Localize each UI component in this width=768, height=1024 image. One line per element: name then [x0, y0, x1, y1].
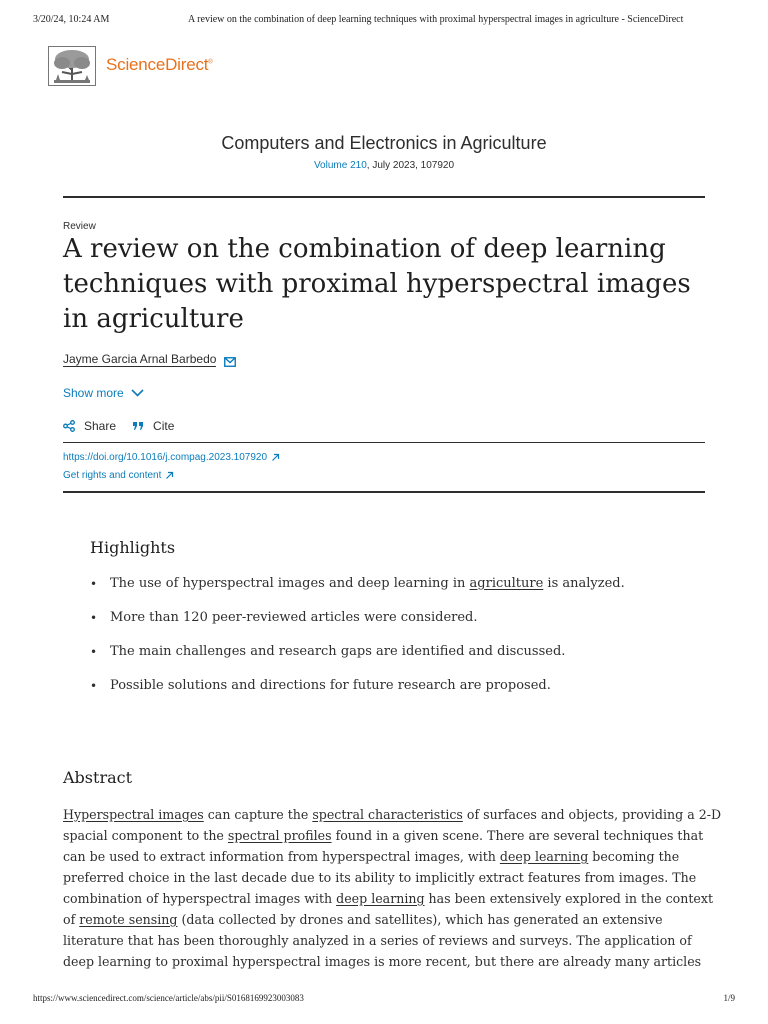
cite-button[interactable]	[132, 419, 174, 433]
print-url: https://www.sciencedirect.com/science/article/abs/pii/S0168169923003083	[33, 993, 304, 1003]
volume-info	[0, 160, 768, 171]
rights-text: Get rights and content	[63, 470, 162, 481]
agriculture-link[interactable]: agriculture	[469, 576, 544, 591]
abstract-text: of	[63, 912, 80, 927]
print-footer	[33, 993, 735, 1007]
volume-details: , July 2023, 107920	[366, 160, 455, 171]
author-row	[63, 352, 236, 367]
abstract-line	[63, 867, 708, 888]
abstract-text: has been extensively explored in the context	[424, 891, 714, 906]
abstract-text: of surfaces and objects, providing a 2-D	[462, 807, 722, 822]
abstract-body	[63, 804, 722, 972]
highlight-item: • More than 120 peer-reviewed articles were considered.	[90, 610, 478, 625]
abstract-line	[63, 825, 708, 846]
highlights-heading: Highlights	[90, 538, 176, 557]
highlight-item: • The main challenges and research gaps are identified and discussed.	[90, 644, 566, 659]
abstract-term-link[interactable]: deep learning	[499, 849, 589, 864]
abstract-line	[63, 804, 722, 825]
abstract-text: spacial component to the	[63, 828, 228, 843]
print-datetime: 3/20/24, 10:24 AM	[33, 14, 110, 25]
abstract-line	[63, 888, 714, 909]
abstract-text: found in a given scene. There are several techniques that	[331, 828, 704, 843]
share-button[interactable]	[63, 419, 116, 433]
doi-link[interactable]	[63, 452, 280, 463]
abstract-line	[63, 951, 708, 972]
doi-divider-bottom	[63, 491, 705, 493]
brand-name: ScienceDirect®	[106, 55, 213, 74]
abstract-text: preferred choice in the last decade due to its ability to implicitly extract features from images. The	[63, 870, 697, 885]
abstract-line	[63, 909, 708, 930]
cite-label: Cite	[153, 419, 175, 433]
print-header	[33, 14, 735, 28]
external-link-icon	[271, 453, 280, 462]
highlights-list	[90, 574, 710, 710]
abstract-text: (data collected by drones and satellites), which has generated an extensive	[177, 912, 663, 927]
quote-icon	[132, 421, 144, 431]
journal-name[interactable]: Computers and Electronics in Agriculture	[221, 133, 547, 153]
abstract-heading: Abstract	[63, 768, 133, 787]
elsevier-tree-logo-icon	[48, 46, 96, 86]
doi-text: https://doi.org/10.1016/j.compag.2023.107920	[63, 452, 268, 463]
print-page-number: 1/9	[723, 993, 735, 1003]
rights-link[interactable]	[63, 470, 174, 481]
doi-divider-top	[63, 442, 705, 443]
article-type: Review	[63, 221, 96, 232]
chevron-down-icon	[131, 389, 144, 397]
abstract-term-link[interactable]: deep learning	[336, 891, 425, 906]
abstract-text: combination of hyperspectral images with	[63, 891, 337, 906]
highlight-item: • Possible solutions and directions for future research are proposed.	[90, 678, 551, 693]
abstract-text: can be used to extract information from hyperspectral images, with	[63, 849, 500, 864]
print-page-title: A review on the combination of deep learning techniques with proximal hyperspectral images in agriculture - ScienceDirect	[188, 14, 684, 25]
show-more-label: Show more	[63, 386, 124, 400]
show-more-button[interactable]	[63, 386, 144, 400]
share-icon	[63, 420, 75, 432]
abstract-text: deep learning to proximal hyperspectral images is more recent, but there are already many articles	[63, 954, 702, 969]
article-title: A review on the combination of deep learning techniques with proximal hyperspectral images in agriculture	[63, 234, 691, 334]
external-link-icon	[165, 471, 174, 480]
sciencedirect-logo[interactable]	[48, 44, 213, 88]
envelope-icon[interactable]	[224, 357, 236, 367]
abstract-text: literature that has been thoroughly analyzed in a series of reviews and surveys. The application of	[63, 933, 692, 948]
abstract-line	[63, 930, 708, 951]
volume-link[interactable]: Volume 210	[313, 160, 367, 171]
abstract-term-link[interactable]: Hyperspectral images	[63, 807, 204, 822]
top-divider	[63, 196, 705, 198]
highlight-item: • The use of hyperspectral images and deep learning in agriculture is analyzed.	[90, 576, 625, 591]
abstract-term-link[interactable]: spectral characteristics	[312, 807, 463, 822]
abstract-line	[63, 846, 708, 867]
share-label: Share	[84, 419, 117, 433]
abstract-term-link[interactable]: spectral profiles	[227, 828, 332, 843]
abstract-text: becoming the	[588, 849, 680, 864]
abstract-text: can capture the	[203, 807, 313, 822]
abstract-term-link[interactable]: remote sensing	[79, 912, 178, 927]
article-actions	[63, 419, 190, 433]
author-link[interactable]: Jayme Garcia Arnal Barbedo	[63, 352, 217, 366]
